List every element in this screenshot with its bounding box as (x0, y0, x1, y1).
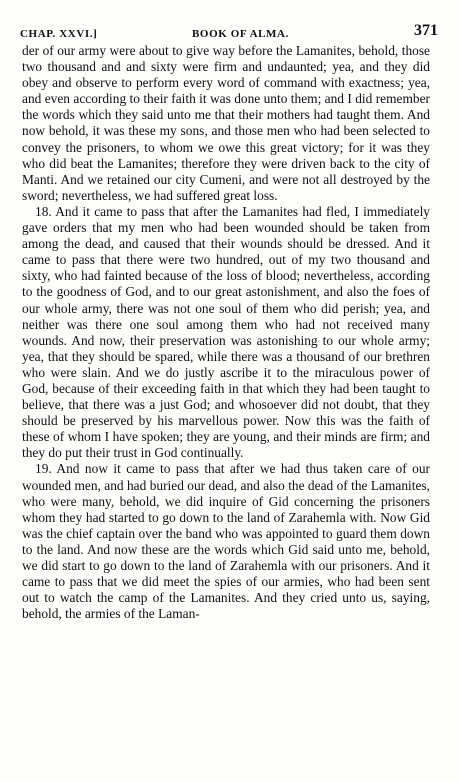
body-text (22, 43, 430, 622)
paragraph-continuation: der of our army were about to give way before the Lamanites, behold, those two thousand and and sixty were firm and undaunted; yea, and they did obey and observe to perform every word of command with exactness; yea, and even according to their faith it was done unto them; and I did remember the words which they said unto me that their mothers had taught them. And now behold, it was these my sons, and those men who had been selected to convey the prisoners, to whom we owe this great victory; for it was they who did beat the Lamanites; therefore they were driven back to the city of Manti. And we retained our city Cumeni, and were not all destroyed by the sword; nevertheless, we had suffered great loss. (22, 43, 430, 203)
book-title: BOOK OF ALMA. (192, 28, 289, 40)
chapter-label: CHAP. XXVI.] (20, 28, 98, 40)
verse-18: 18. And it came to pass that after the Lamanites had fled, I immediately gave orders that my men who had been wounded should be taken from among the dead, and caused that their wounds should be dressed. And it came to pass that there were two hundred, out of my two thousand and sixty, who had fainted because of the loss of blood; nevertheless, according to the goodness of God, and to our great astonishment, and also the foes of our whole army, there was not one soul of them who did perish; yea, and neither was there one soul among them who had not received many wounds. And now, their preservation was astonishing to our whole army; yea, that they should be spared, while there was a thousand of our brethren who were slain. And we do justly ascribe it to the miraculous power of God, because of their exceeding faith in that which they had been taught to believe, that there was a just God; and whosoever did not doubt, that they should be preserved by his marvellous power. Now this was the faith of these of whom I have spoken; they are young, and their minds are firm; and they do put their trust in God continually. (22, 203, 430, 461)
running-header (20, 22, 440, 42)
page-number: 371 (414, 22, 438, 39)
verse-19: 19. And now it came to pass that after we had thus taken care of our wounded men, and had buried our dead, and also the dead of the Lamanites, who were many, behold, we did inquire of Gid concerning the prisoners whom they had started to go down to the land of Zarahemla with. Now Gid was the chief captain over the band who was appointed to guard them down to the land. And now these are the words which Gid said unto me, behold, we did start to go down to the land of Zarahemla with our prisoners. And it came to pass that we did meet the spies of our armies, who had been sent out to watch the camp of the Lamanites. And they cried unto us, saying, behold, the armies of the Laman- (22, 461, 430, 622)
